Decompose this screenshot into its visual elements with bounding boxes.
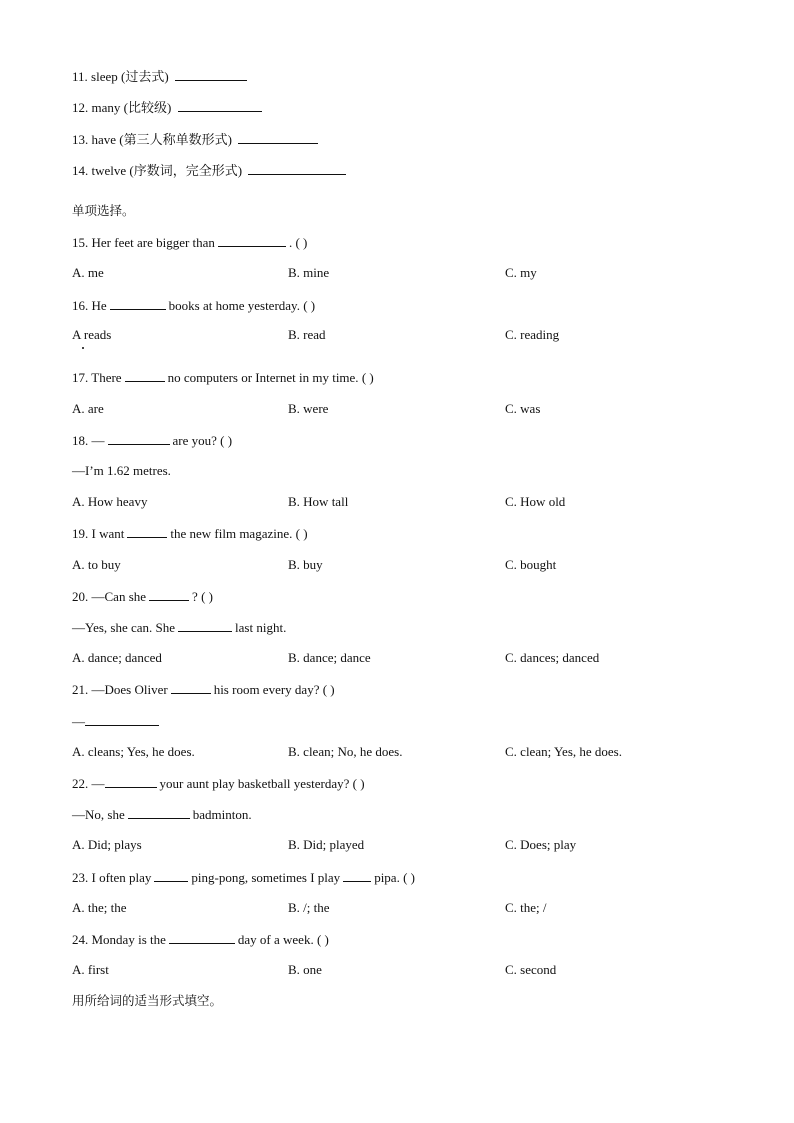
reply-text: —Yes, she can. She bbox=[72, 620, 176, 635]
reply-text: last night. bbox=[235, 620, 287, 635]
item-number: 12. bbox=[72, 100, 89, 115]
answer-parentheses[interactable]: ( ) bbox=[403, 870, 415, 885]
question-number: 20. bbox=[72, 589, 89, 604]
answer-blank[interactable] bbox=[171, 681, 211, 694]
question-21 bbox=[72, 681, 335, 698]
option-c[interactable]: C. How old bbox=[505, 494, 566, 509]
option-b[interactable]: B. How tall bbox=[288, 494, 349, 509]
option-a[interactable]: A reads bbox=[72, 327, 112, 342]
option-b[interactable]: B. /; the bbox=[288, 900, 330, 915]
question-text: There bbox=[91, 370, 122, 385]
question-text: day of a week. bbox=[237, 932, 314, 947]
item-number: 11. bbox=[72, 69, 88, 84]
item-number: 13. bbox=[72, 132, 89, 147]
question-text: Her feet are bigger than bbox=[91, 235, 215, 250]
option-c[interactable]: C. dances; danced bbox=[505, 650, 600, 665]
question-text: ping-pong, sometimes I play bbox=[191, 870, 341, 885]
question-number: 24. bbox=[72, 932, 89, 947]
answer-blank[interactable] bbox=[85, 713, 159, 726]
question-22-reply bbox=[72, 806, 252, 823]
answer-blank[interactable] bbox=[248, 162, 346, 175]
item-12 bbox=[72, 99, 265, 116]
option-c[interactable]: C. reading bbox=[505, 327, 560, 342]
question-text: He bbox=[91, 298, 107, 313]
question-21-reply bbox=[72, 713, 162, 730]
reply-text: badminton. bbox=[192, 807, 252, 822]
question-text: — bbox=[91, 776, 105, 791]
question-text: ? bbox=[192, 589, 198, 604]
item-hint: (比较级) bbox=[123, 100, 172, 115]
option-a[interactable]: A. me bbox=[72, 265, 104, 280]
option-c[interactable]: C. second bbox=[505, 962, 557, 977]
question-18 bbox=[72, 432, 232, 449]
question-text: no computers or Internet in my time. bbox=[167, 370, 359, 385]
option-c[interactable]: C. bought bbox=[505, 557, 557, 572]
question-15 bbox=[72, 234, 307, 251]
answer-parentheses[interactable]: ( ) bbox=[316, 932, 329, 947]
question-text: I often play bbox=[91, 870, 152, 885]
stray-mark bbox=[82, 347, 84, 349]
option-a[interactable]: A. dance; danced bbox=[72, 650, 162, 665]
question-16 bbox=[72, 297, 315, 314]
item-hint: (第三人称单数形式) bbox=[119, 132, 232, 147]
question-text: the new film magazine. bbox=[170, 526, 293, 541]
option-b[interactable]: B. clean; No, he does. bbox=[288, 744, 403, 759]
question-number: 19. bbox=[72, 526, 89, 541]
answer-blank[interactable] bbox=[178, 99, 262, 112]
option-a[interactable]: A. first bbox=[72, 962, 109, 977]
question-20-reply bbox=[72, 619, 286, 636]
answer-blank[interactable] bbox=[169, 931, 235, 944]
answer-blank[interactable] bbox=[127, 525, 167, 538]
option-b[interactable]: B. dance; dance bbox=[288, 650, 371, 665]
option-b[interactable]: B. Did; played bbox=[288, 837, 365, 852]
question-text: . bbox=[288, 235, 293, 250]
question-24 bbox=[72, 931, 329, 948]
answer-parentheses[interactable]: ( ) bbox=[295, 235, 308, 250]
answer-parentheses[interactable]: ( ) bbox=[220, 433, 233, 448]
answer-blank[interactable] bbox=[108, 432, 170, 445]
question-18-reply: —I’m 1.62 metres. bbox=[72, 463, 171, 478]
item-word: have bbox=[91, 132, 117, 147]
item-14 bbox=[72, 162, 349, 179]
question-23 bbox=[72, 869, 415, 886]
question-text: are you? bbox=[172, 433, 217, 448]
option-b[interactable]: B. read bbox=[288, 327, 326, 342]
question-number: 17. bbox=[72, 370, 89, 385]
question-number: 15. bbox=[72, 235, 89, 250]
question-text: — bbox=[91, 433, 105, 448]
question-text: —Does Oliver bbox=[91, 682, 168, 697]
item-hint: (过去式) bbox=[121, 69, 169, 84]
item-word: twelve bbox=[91, 163, 127, 178]
answer-blank[interactable] bbox=[178, 619, 232, 632]
option-c[interactable]: C. clean; Yes, he does. bbox=[505, 744, 622, 759]
answer-blank[interactable] bbox=[154, 869, 188, 882]
question-22 bbox=[72, 775, 365, 792]
reply-text: — bbox=[72, 714, 85, 729]
answer-parentheses[interactable]: ( ) bbox=[201, 589, 213, 604]
reply-text: —No, she bbox=[72, 807, 125, 822]
answer-blank[interactable] bbox=[218, 234, 286, 247]
option-c[interactable]: C. my bbox=[505, 265, 537, 280]
question-text: pipa. bbox=[374, 870, 400, 885]
option-b[interactable]: B. mine bbox=[288, 265, 330, 280]
option-a[interactable]: A. are bbox=[72, 401, 104, 416]
question-text: your aunt play basketball yesterday? bbox=[159, 776, 350, 791]
answer-parentheses[interactable]: ( ) bbox=[295, 526, 308, 541]
option-c[interactable]: C. Does; play bbox=[505, 837, 577, 852]
item-13 bbox=[72, 131, 321, 148]
section-heading-word-forms: 用所给词的适当形式填空。 bbox=[72, 993, 223, 1008]
answer-blank[interactable] bbox=[128, 806, 190, 819]
question-number: 22. bbox=[72, 776, 89, 791]
answer-blank[interactable] bbox=[110, 297, 166, 310]
answer-parentheses[interactable]: ( ) bbox=[352, 776, 365, 791]
option-c[interactable]: C. the; / bbox=[505, 900, 547, 915]
item-word: sleep bbox=[91, 69, 118, 84]
question-text: books at home yesterday. bbox=[168, 298, 300, 313]
option-b[interactable]: B. were bbox=[288, 401, 329, 416]
answer-blank[interactable] bbox=[238, 131, 318, 144]
answer-parentheses[interactable]: ( ) bbox=[361, 370, 374, 385]
answer-blank[interactable] bbox=[105, 775, 157, 788]
option-a[interactable]: A. cleans; Yes, he does. bbox=[72, 744, 195, 759]
option-c[interactable]: C. was bbox=[505, 401, 541, 416]
question-17 bbox=[72, 369, 374, 386]
option-b[interactable]: B. one bbox=[288, 962, 322, 977]
item-11 bbox=[72, 68, 250, 85]
option-a[interactable]: A. Did; plays bbox=[72, 837, 142, 852]
question-number: 23. bbox=[72, 870, 89, 885]
question-text: Monday is the bbox=[91, 932, 166, 947]
answer-blank[interactable] bbox=[125, 369, 165, 382]
option-a[interactable]: A. to buy bbox=[72, 557, 121, 572]
item-word: many bbox=[91, 100, 121, 115]
answer-parentheses[interactable]: ( ) bbox=[322, 682, 335, 697]
question-text: his room every day? bbox=[213, 682, 320, 697]
question-number: 21. bbox=[72, 682, 89, 697]
answer-blank[interactable] bbox=[343, 869, 371, 882]
option-b[interactable]: B. buy bbox=[288, 557, 323, 572]
option-a[interactable]: A. the; the bbox=[72, 900, 127, 915]
question-19 bbox=[72, 525, 308, 542]
option-a[interactable]: A. How heavy bbox=[72, 494, 148, 509]
item-number: 14. bbox=[72, 163, 89, 178]
answer-parentheses[interactable]: ( ) bbox=[303, 298, 316, 313]
section-heading-multiple-choice: 单项选择。 bbox=[72, 203, 135, 218]
question-text: —Can she bbox=[91, 589, 147, 604]
question-number: 16. bbox=[72, 298, 89, 313]
answer-blank[interactable] bbox=[175, 68, 247, 81]
question-text: I want bbox=[91, 526, 125, 541]
question-number: 18. bbox=[72, 433, 89, 448]
item-hint: (序数词，完全形式) bbox=[129, 163, 243, 178]
question-20 bbox=[72, 588, 213, 605]
answer-blank[interactable] bbox=[149, 588, 189, 601]
